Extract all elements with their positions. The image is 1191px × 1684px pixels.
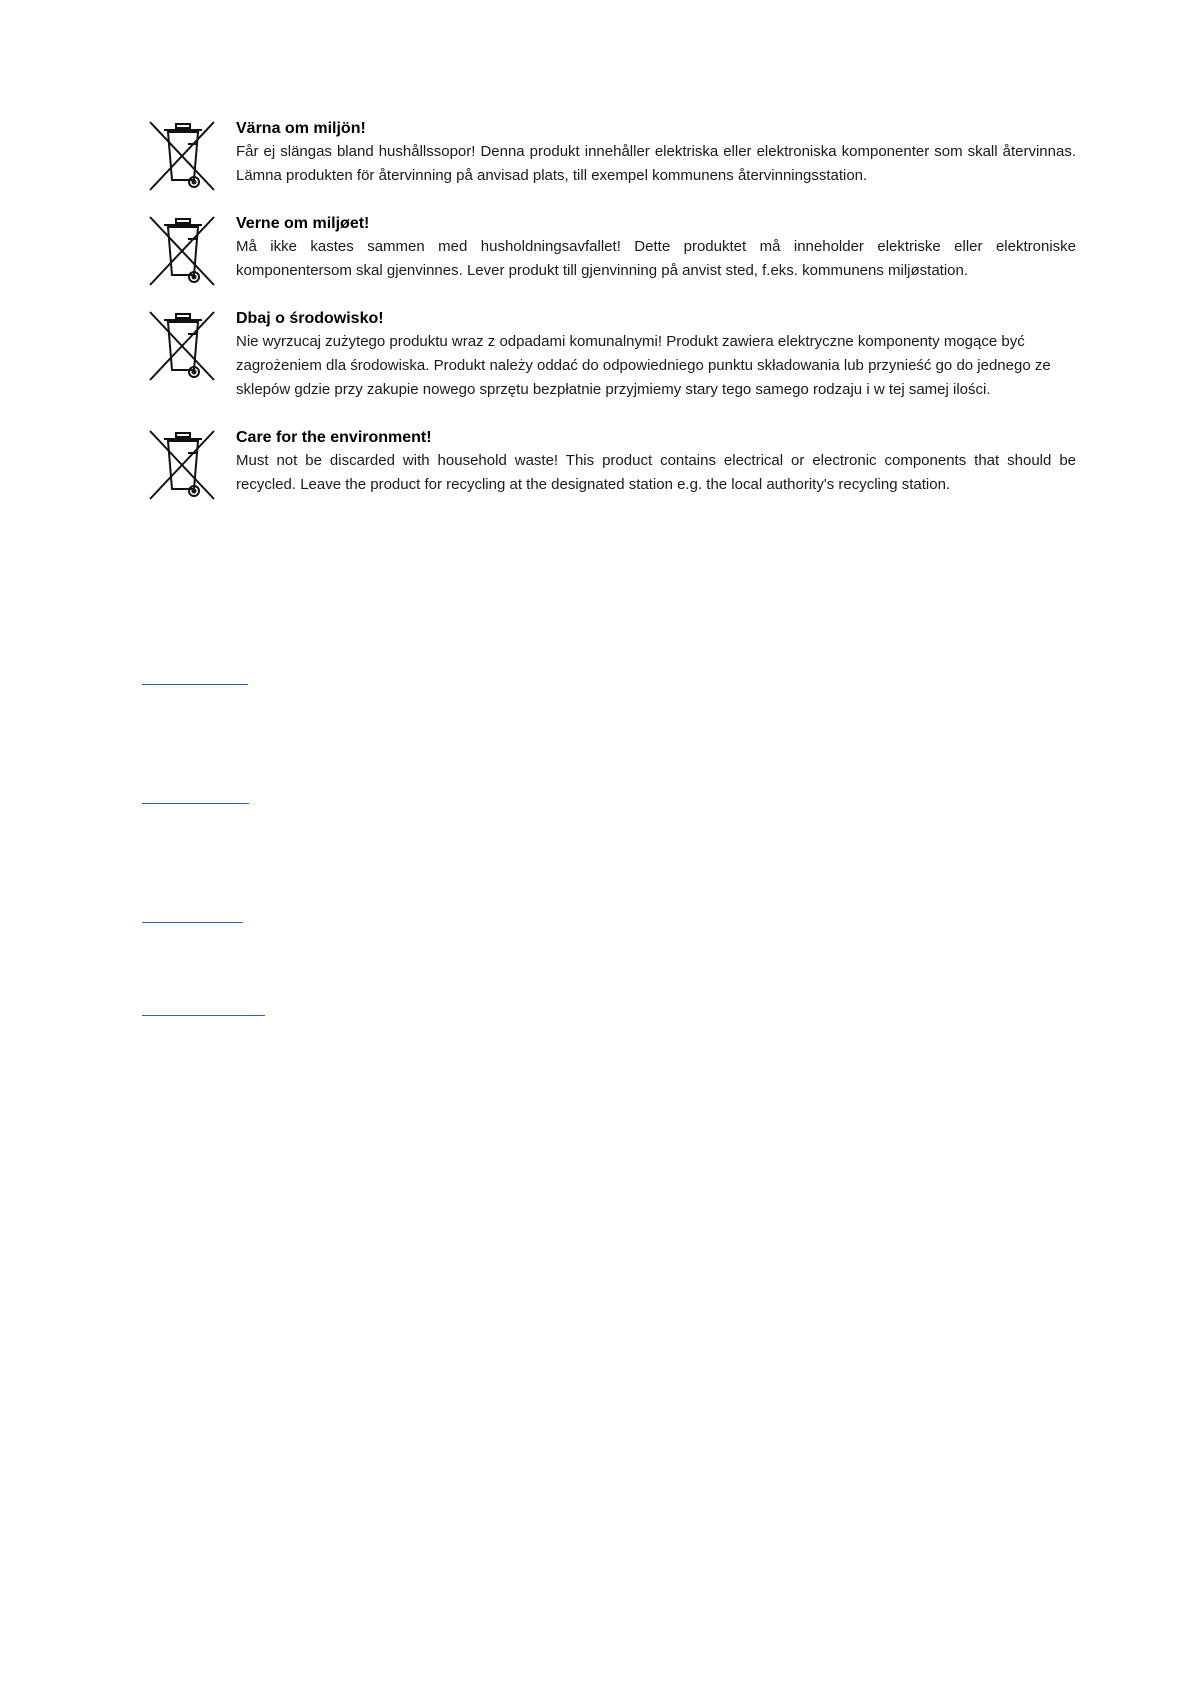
- link-underline[interactable]: [142, 684, 248, 685]
- notice-text: [236, 427, 1076, 503]
- link-underline[interactable]: [142, 1015, 265, 1016]
- notice-body: Nie wyrzucaj zużytego produktu wraz z odpadami komunalnymi! Produkt zawiera elektryczne komponenty mogące być zagrożeniem dla środowiska. Produkt należy oddać do odpowiedniego punktu składowania lub przynieść go do jednego ze sklepów gdzie przy zakupie nowego sprzętu bezpłatnie przyjmiemy stary tego samego rodzaju i w tej samej ilości.: [236, 333, 1051, 398]
- notice-heading: Care for the environment!: [236, 429, 432, 446]
- notice-heading: Värna om miljön!: [236, 120, 366, 137]
- notice-body: Må ikke kastes sammen med husholdningsavfallet! Dette produktet må inneholder elektriske eller elektroniske komponentersom skal gjenvinnes. Lever produkt till gjenvinning på anvist sted, f.eks. kommunens miljøstation.: [236, 238, 1076, 279]
- crossed-out-wheelie-bin-icon: [146, 427, 218, 503]
- notice-heading: Verne om miljøet!: [236, 215, 370, 232]
- notice-heading: Dbaj o środowisko!: [236, 310, 384, 327]
- link-underline[interactable]: [142, 922, 243, 923]
- notice-body: Får ej slängas bland hushållssopor! Denna produkt innehåller elektriska eller elektroniska komponenter som skall återvinnas. Lämna produkten för återvinning på anvisad plats, till exempel kommunens återvinningsstation.: [236, 143, 1076, 184]
- link-underline[interactable]: [142, 803, 249, 804]
- notice-text: [236, 213, 1076, 289]
- notice-swedish: [146, 118, 1076, 194]
- notice-body: Must not be discarded with household waste! This product contains electrical or electronic components that should be recycled. Leave the product for recycling at the designated station e.g. the local authority's recycling station.: [236, 452, 1076, 493]
- crossed-out-wheelie-bin-icon: [146, 118, 218, 194]
- notice-polish: [146, 308, 1076, 402]
- crossed-out-wheelie-bin-icon: [146, 213, 218, 289]
- notice-english: [146, 427, 1076, 503]
- notice-text: [236, 118, 1076, 194]
- crossed-out-wheelie-bin-icon: [146, 308, 218, 384]
- notice-text: [236, 308, 1076, 402]
- notice-norwegian: [146, 213, 1076, 289]
